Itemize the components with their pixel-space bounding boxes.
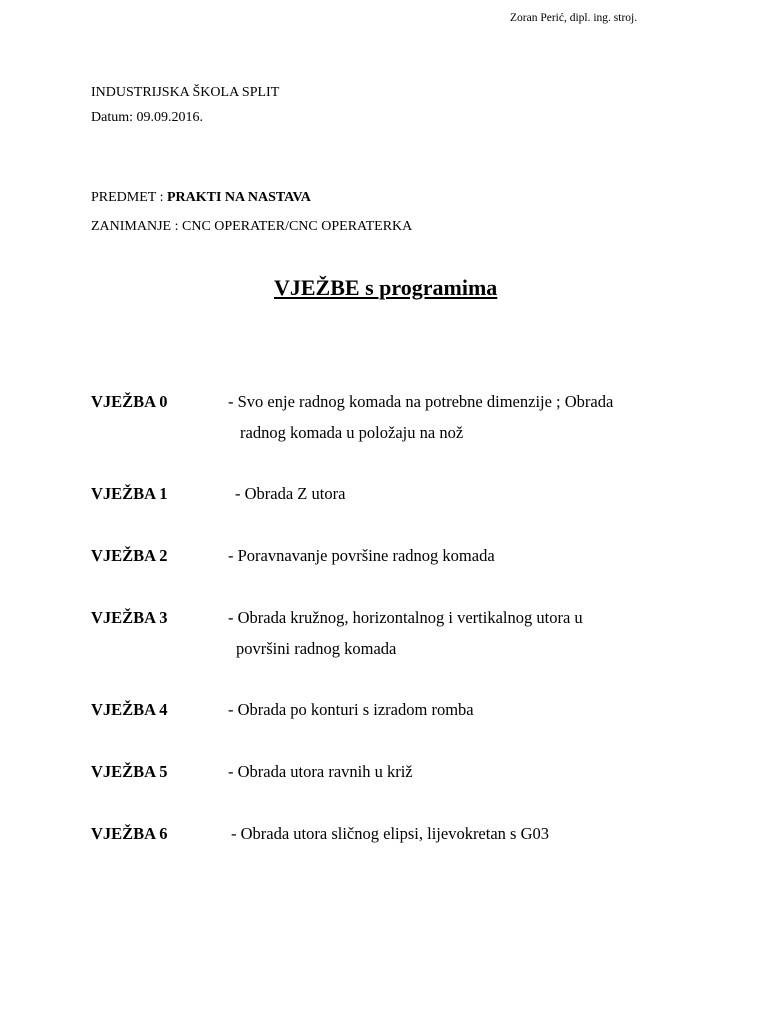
exercise-5-label: VJEŽBA 5 [91,762,168,781]
exercise-0-label: VJEŽBA 0 [91,392,168,411]
exercise-1-label: VJEŽBA 1 [91,484,168,503]
subject-line [91,190,311,206]
exercise-0-description: - Svo enje radnog komada na potrebne dimenzije ; Obrada [228,392,614,411]
exercise-3-label: VJEŽBA 3 [91,608,168,627]
exercise-2-label: VJEŽBA 2 [91,546,168,565]
subject-value: PRAKTI NA NASTAVA [166,190,311,205]
exercise-6-label: VJEŽBA 6 [91,824,168,843]
school-name: INDUSTRIJSKA ŠKOLA SPLIT [91,85,280,100]
exercise-3-description: - Obrada kružnog, horizontalnog i vertikalnog utora u [228,608,583,627]
document-date: Datum: 09.09.2016. [91,110,203,125]
exercise-1-description: - Obrada Z utora [235,484,346,503]
author-name: Zoran Perić, dipl. ing. stroj. [510,12,638,24]
document-title: VJEŽBE s programima [274,275,498,300]
exercise-6-description: - Obrada utora sličnog elipsi, lijevokretan s G03 [231,824,550,843]
exercise-3-description-cont: površini radnog komada [236,639,397,658]
subject-label: PREDMET : [91,190,167,205]
exercise-0-description-cont: radnog komada u položaju na nož [240,423,464,442]
exercise-5-description: - Obrada utora ravnih u križ [228,762,413,781]
exercise-4-description: - Obrada po konturi s izradom romba [228,700,474,719]
exercise-2-description: - Poravnavanje površine radnog komada [228,546,495,565]
occupation-line: ZANIMANJE : CNC OPERATER/CNC OPERATERKA [91,219,413,234]
exercise-4-label: VJEŽBA 4 [91,700,168,719]
